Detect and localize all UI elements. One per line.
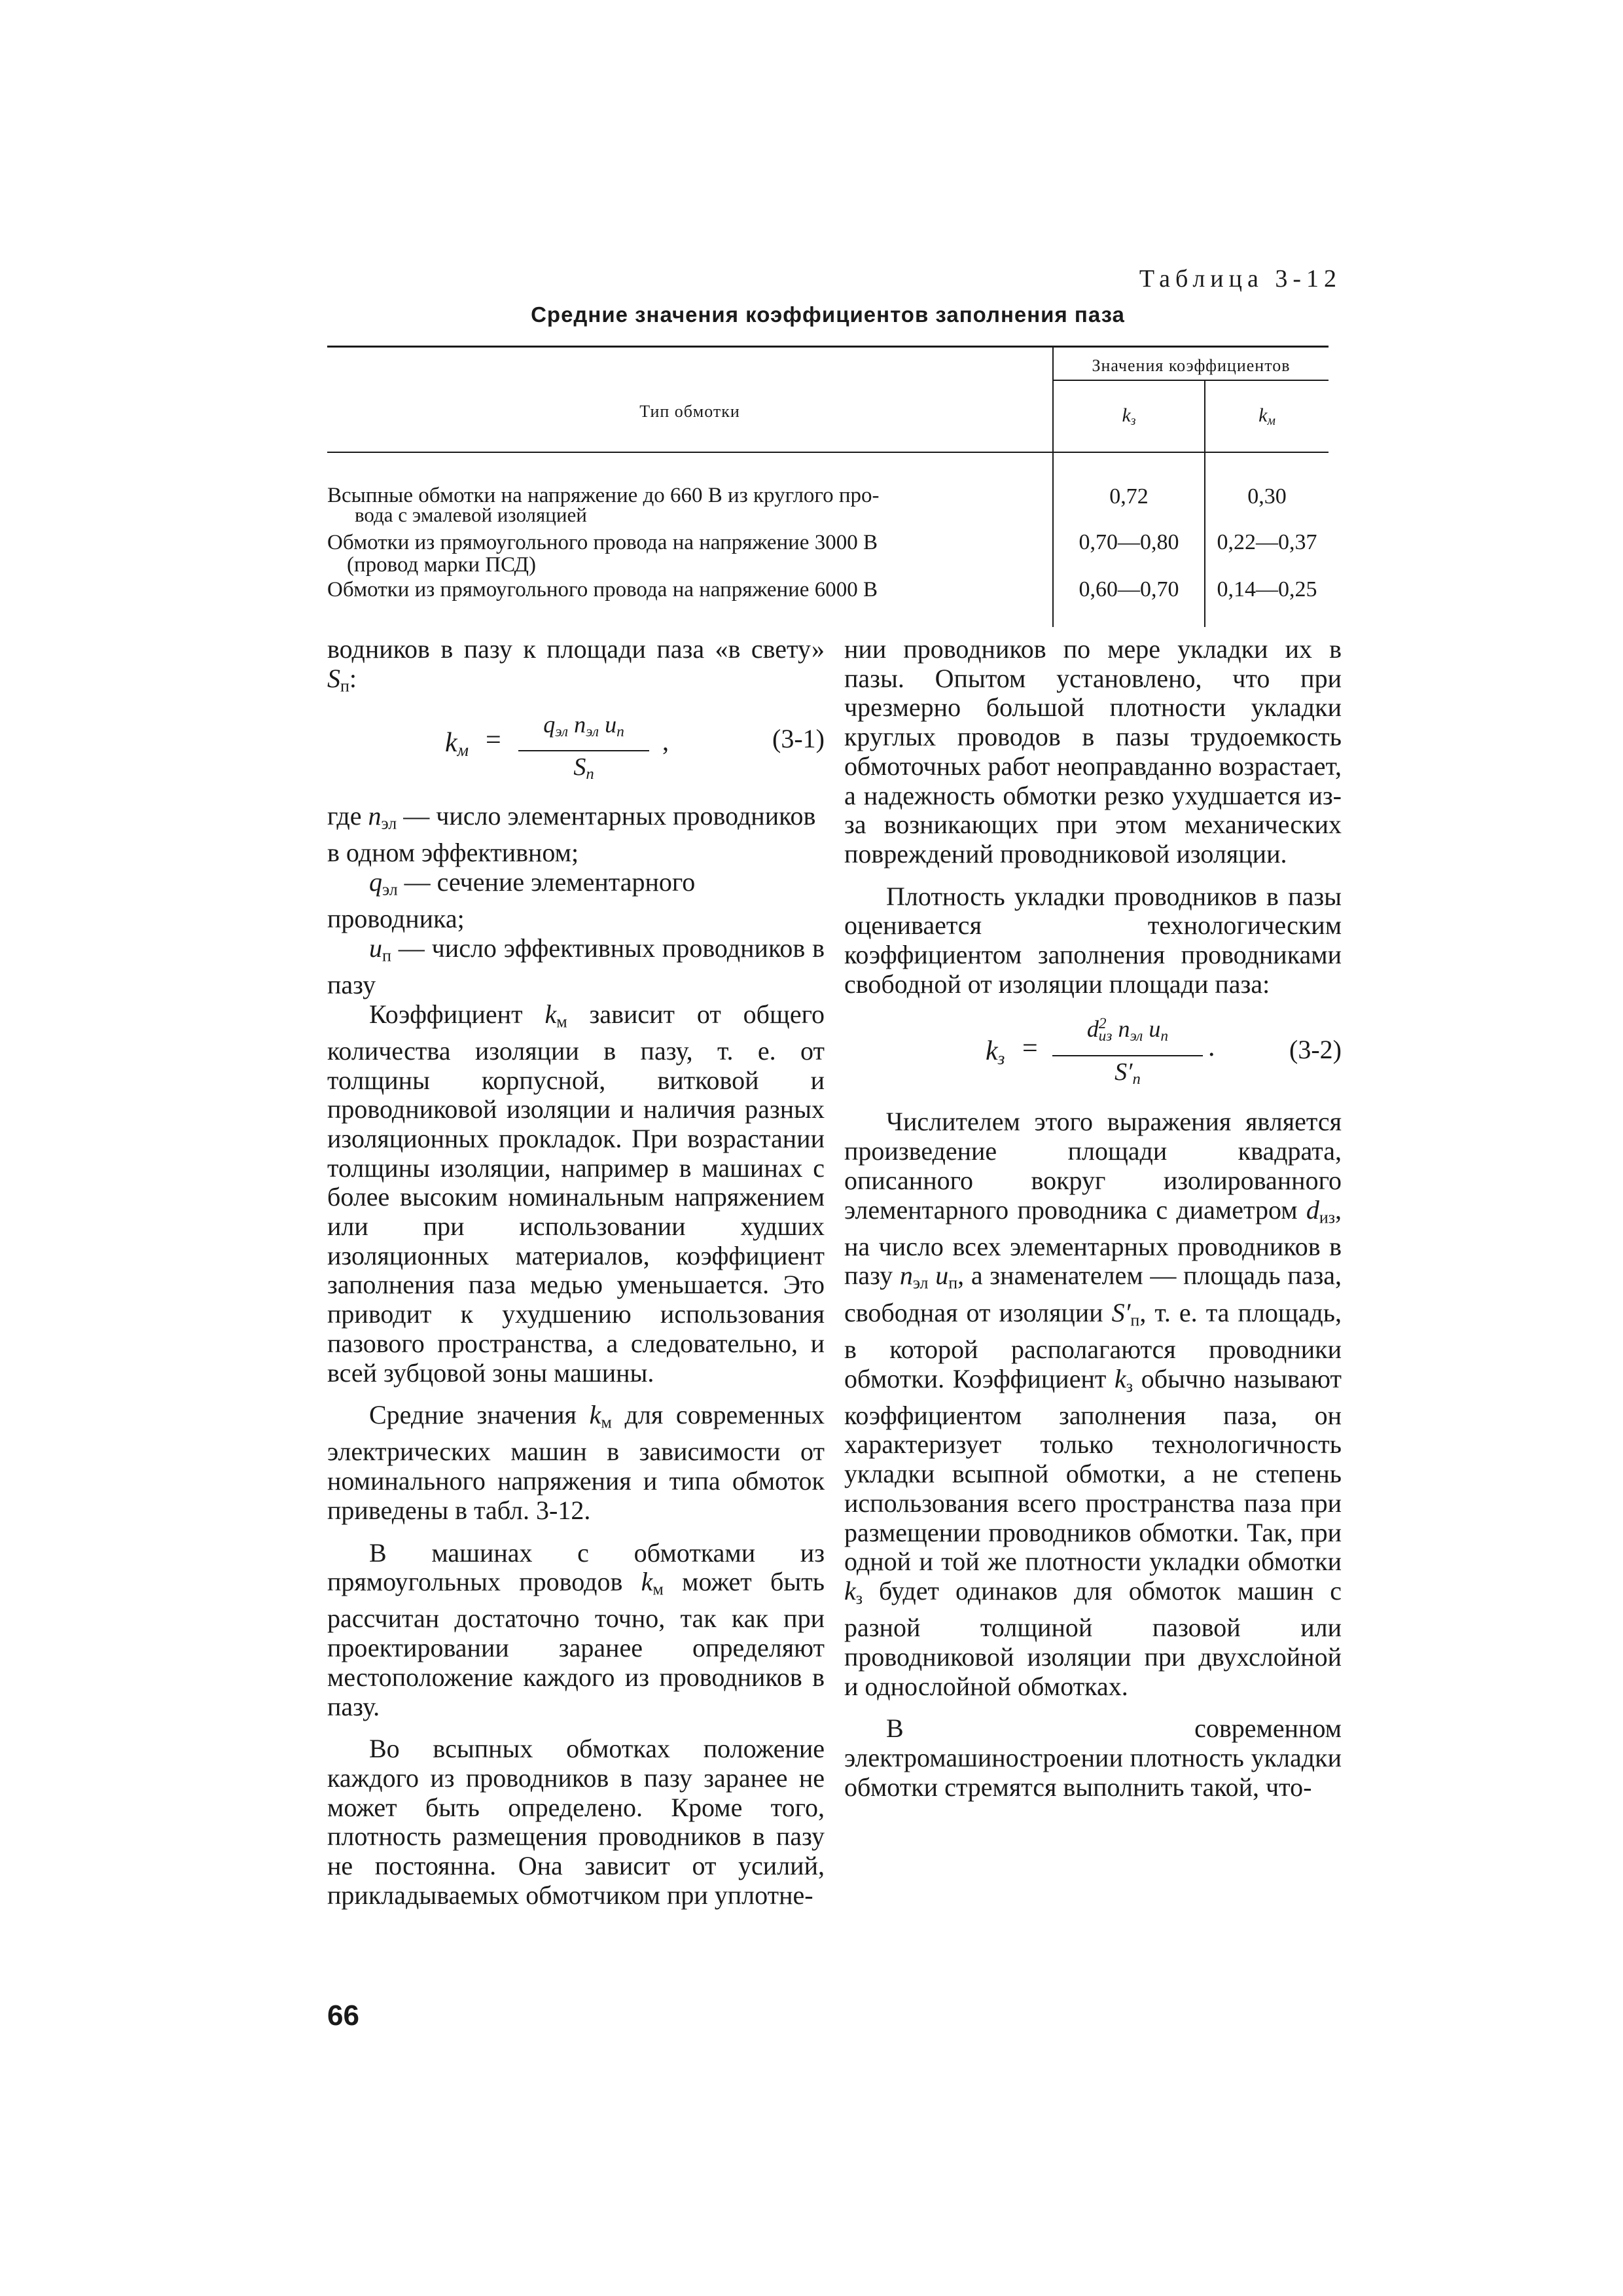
paragraph: Средние значения $k_м$ для современных электрических машин в зависимости от номинального напряжения и типа обмоток приведены в табл. 3-12. <box>327 1400 825 1525</box>
table-title: Средние значения коэффициентов заполнения паза <box>531 302 1125 327</box>
paragraph: Числителем этого выражения является произведение площади квадрата, описанного вокруг изолированного элементарного проводника с диаметром $d_{из}$, на число всех элементарных проводников в пазу $n_{эл}$ $u_п$, а знаменателем — площадь паза, свободная от изоляции $S'_п$, т. е. та площадь, в которой располагаются проводники обмотки. Коэффициент $k_з$ обычно называют коэффициентом заполнения паза, он характеризует только технологичность укладки всыпной обмотки, а не степень использования всего пространства паза при размещении проводников обмотки. Так, при одной и той же плотности укладки обмотки $k_з$ будет одинаков для обмоток машин с разной толщиной пазовой или проводниковой изоляции при двухслойной и однослойной обмотках. <box>844 1107 1342 1701</box>
left-column <box>327 635 825 1910</box>
paragraph: Коэффициент $k_м$ зависит от общего количества изоляции в пазу, т. е. от толщины корпусной, витковой и проводниковой изоляции и наличия разных изоляционных прокладок. При возрастании толщины изоляции, например в машинах с более высоким номинальным напряжением или при использовании худших изоляционных материалов, коэффициент заполнения паза медью уменьшается. Это приводит к ухудшению использования пазового пространства, а следовательно, и всей зубцовой зоны машины. <box>327 999 825 1388</box>
where-line: где $n_{эл}$ — число элементарных проводников в одном эффективном; <box>327 800 816 868</box>
formula-3-1 <box>327 710 825 802</box>
formula-dot: . <box>1208 1032 1215 1063</box>
page-number: 66 <box>327 2000 359 2032</box>
paragraph: В машинах с обмотками из прямоугольных проводов $k_м$ может быть рассчитан достаточно точно, так как при проектировании заранее определяют местоположение каждого из проводников в пазу. <box>327 1537 825 1721</box>
paragraph: водников в пазу к площади паза «в свету» $S_п$: <box>327 634 825 696</box>
table-row <box>327 579 1041 601</box>
table-label: Таблица 3-12 <box>1139 265 1342 293</box>
header-type: Тип обмотки <box>639 402 740 421</box>
table-row <box>327 531 1041 576</box>
formula-fraction: $q_{эл}$ $n_{эл}$ $u_п$ $S_п$ <box>518 710 649 789</box>
row-km-value: 0,14—0,25 <box>1217 577 1317 601</box>
row-type-line: Всыпные обмотки на напряжение до 660 В из круглого про- <box>327 484 880 507</box>
table-header-rule <box>327 452 1329 453</box>
row-type-line: (провод марки ПСД) <box>347 553 537 577</box>
row-type-line: Обмотки из прямоугольного провода на напряжение 6000 В <box>327 578 878 601</box>
formula-fraction: $d^2_{из}$ $n_{эл}$ $u_п$ $S'_п$ <box>1052 1009 1203 1094</box>
header-k3: $k_з$ <box>1122 404 1136 428</box>
formula-equals: = <box>486 725 501 755</box>
header-km: $k_м$ <box>1258 404 1275 428</box>
row-k3-value: 0,60—0,70 <box>1079 577 1179 601</box>
formula-number: (3-1) <box>772 723 825 753</box>
formula-number: (3-2) <box>1289 1035 1342 1065</box>
formula-lhs: $k_з$ <box>986 1036 1005 1069</box>
where-line: $u_п$ — число эффективных проводников в пазу <box>327 933 825 999</box>
right-column <box>844 635 1342 1802</box>
paragraph: В современном электромашиностроении плотность укладки обмотки стремятся выполнить такой, что- <box>844 1713 1342 1802</box>
formula-comma: , <box>662 726 669 756</box>
table-row <box>327 486 1041 525</box>
where-line: $q_{эл}$ — сечение элементарного проводника; <box>327 867 696 934</box>
row-type-line: Обмотки из прямоугольного провода на напряжение 3000 В <box>327 531 878 554</box>
coefficients-table <box>327 346 1329 627</box>
table-group-rule <box>1054 380 1329 381</box>
row-k3-value: 0,70—0,80 <box>1079 530 1179 554</box>
paragraph: нии проводников по мере укладки их в пазы. Опытом установлено, что при чрезмерно большой плотности укладки круглых проводов в пазы трудоемкость обмоточных работ неоправданно возрастает, а надежность обмотки резко ухудшается из-за возникающих при этом механических повреждений проводниковой изоляции. <box>844 634 1342 869</box>
paragraph: Во всыпных обмотках положение каждого из проводников в пазу заранее не может быть определено. Кроме того, плотность размещения проводников в пазу не постоянна. Она зависит от усилий, прикладываемых обмотчиком при уплотне- <box>327 1734 825 1910</box>
formula-lhs: $k_м$ <box>445 727 469 760</box>
row-km-value: 0,30 <box>1247 484 1287 509</box>
formula-equals: = <box>1022 1033 1038 1064</box>
row-k3-value: 0,72 <box>1109 484 1149 509</box>
paragraph: Плотность укладки проводников в пазы оценивается технологическим коэффициентом заполнения проводниками свободной от изоляции площади паза: <box>844 881 1342 999</box>
formula-3-2 <box>844 1009 1342 1107</box>
table-top-rule <box>327 346 1329 348</box>
header-values-group: Значения коэффициентов <box>1092 356 1291 375</box>
row-type-line: вода с эмалевой изоляцией <box>355 503 587 526</box>
row-km-value: 0,22—0,37 <box>1217 530 1317 554</box>
